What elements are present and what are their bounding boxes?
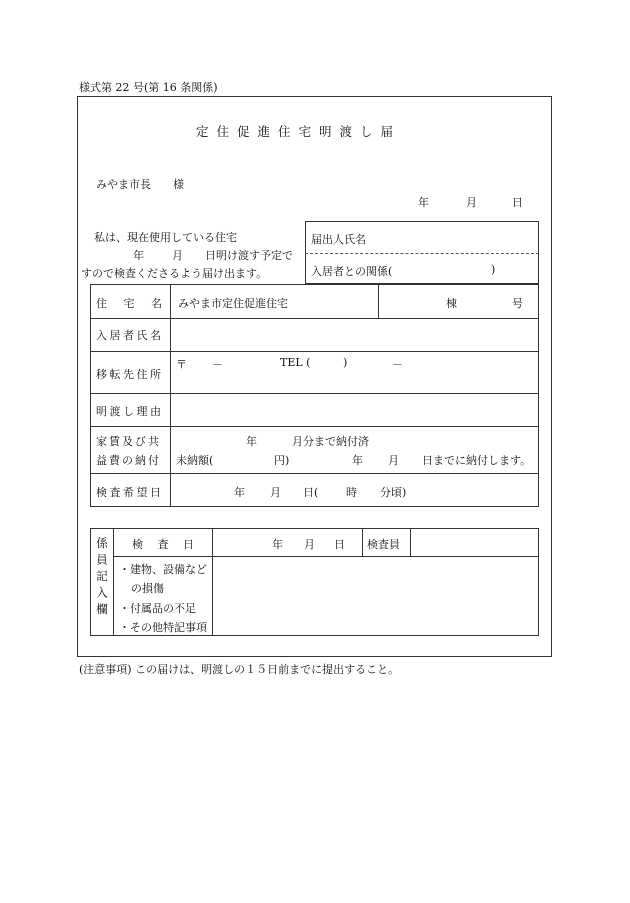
staff-notes-field[interactable] [216,560,536,632]
move-label: 移転先住所 [96,368,164,381]
staff-date-year: 年 [272,538,283,551]
inspector-field[interactable] [414,531,536,553]
staff-date-day: 日 [334,538,345,551]
applicant-name-label[interactable]: 届出人氏名 [311,233,366,246]
staff-note-3: ・その他特記事項 [119,621,207,634]
form-number: 様式第 22 号(第 16 条関係) [79,81,218,94]
rent-label-1: 家賃及び共 [96,435,161,448]
label-column-line [170,284,171,507]
row-line [90,426,539,427]
row-line [90,318,539,319]
inspector-label: 検査員 [367,538,400,551]
postal-mark: 〒 [176,358,187,371]
addressee: みやま市長 様 [96,178,184,191]
statement-line1: 私は、現在使用している住宅 [94,231,237,244]
tenant-label: 入居者氏名 [96,329,164,342]
unpaid-rest: 日までに納付します。 [422,454,532,467]
staff-note-2: ・付属品の不足 [119,602,196,615]
tenant-field[interactable] [174,322,536,348]
rent-label-2: 益費の納付 [96,454,161,467]
tel-close: ) [343,356,348,369]
building-label: 棟 [446,297,457,310]
staff-row-line [113,556,539,557]
statement-line3: すので検査くださるよう届け出ます。 [81,267,268,280]
row-line [90,351,539,352]
staff-side-label: 係員記入欄 [95,537,109,620]
residence-value[interactable]: みやま市定住促進住宅 [178,297,288,310]
relation-label[interactable]: 入居者との関係( [311,265,393,278]
footer-note: (注意事項) この届けは、明渡しの１５日前までに提出すること。 [79,663,400,676]
applicant-divider [305,253,539,254]
unpaid-yen: 円) [274,454,290,467]
row-line [90,393,539,394]
unpaid-label: 未納額( [176,454,214,467]
residence-label: 住 宅 名 [96,297,162,310]
inspect-day: 日( [303,486,319,499]
statement-year: 年 [133,249,144,262]
inspect-label: 検査希望日 [96,486,164,499]
form-title: 定住促進住宅明渡し届 [196,124,402,139]
unpaid-month: 月 [388,454,399,467]
inspect-year: 年 [234,486,245,499]
relation-close: ) [491,263,496,276]
inspect-month: 月 [270,486,281,499]
building-column-line [378,284,379,318]
postal-dash: － [212,358,223,371]
date-year: 年 [418,196,429,209]
staff-col-line [212,528,213,636]
date-day: 日 [512,196,523,209]
row-line [90,473,539,474]
inspection-date-label: 検 査 日 [132,538,194,551]
inspector-col-line-2 [410,528,411,556]
unpaid-year: 年 [352,454,363,467]
statement-rest: 日明け渡す予定で [205,249,293,262]
staff-note-1b: の損傷 [131,582,164,595]
date-month: 月 [466,196,477,209]
inspect-min: 分頃) [380,486,407,499]
number-label: 号 [512,297,523,310]
inspector-col-line [362,528,363,556]
staff-date-month: 月 [304,538,315,551]
staff-side-line [113,528,114,636]
tel-label: TEL ( [280,356,311,369]
rent-year: 年 [246,435,257,448]
inspect-hour: 時 [346,486,357,499]
reason-field[interactable] [174,397,536,423]
reason-label: 明渡し理由 [96,405,164,418]
statement-month: 月 [172,249,183,262]
tel-dash: － [392,358,403,371]
rent-paid: 月分まで納付済 [292,435,369,448]
staff-note-1: ・建物、設備など [119,563,207,576]
